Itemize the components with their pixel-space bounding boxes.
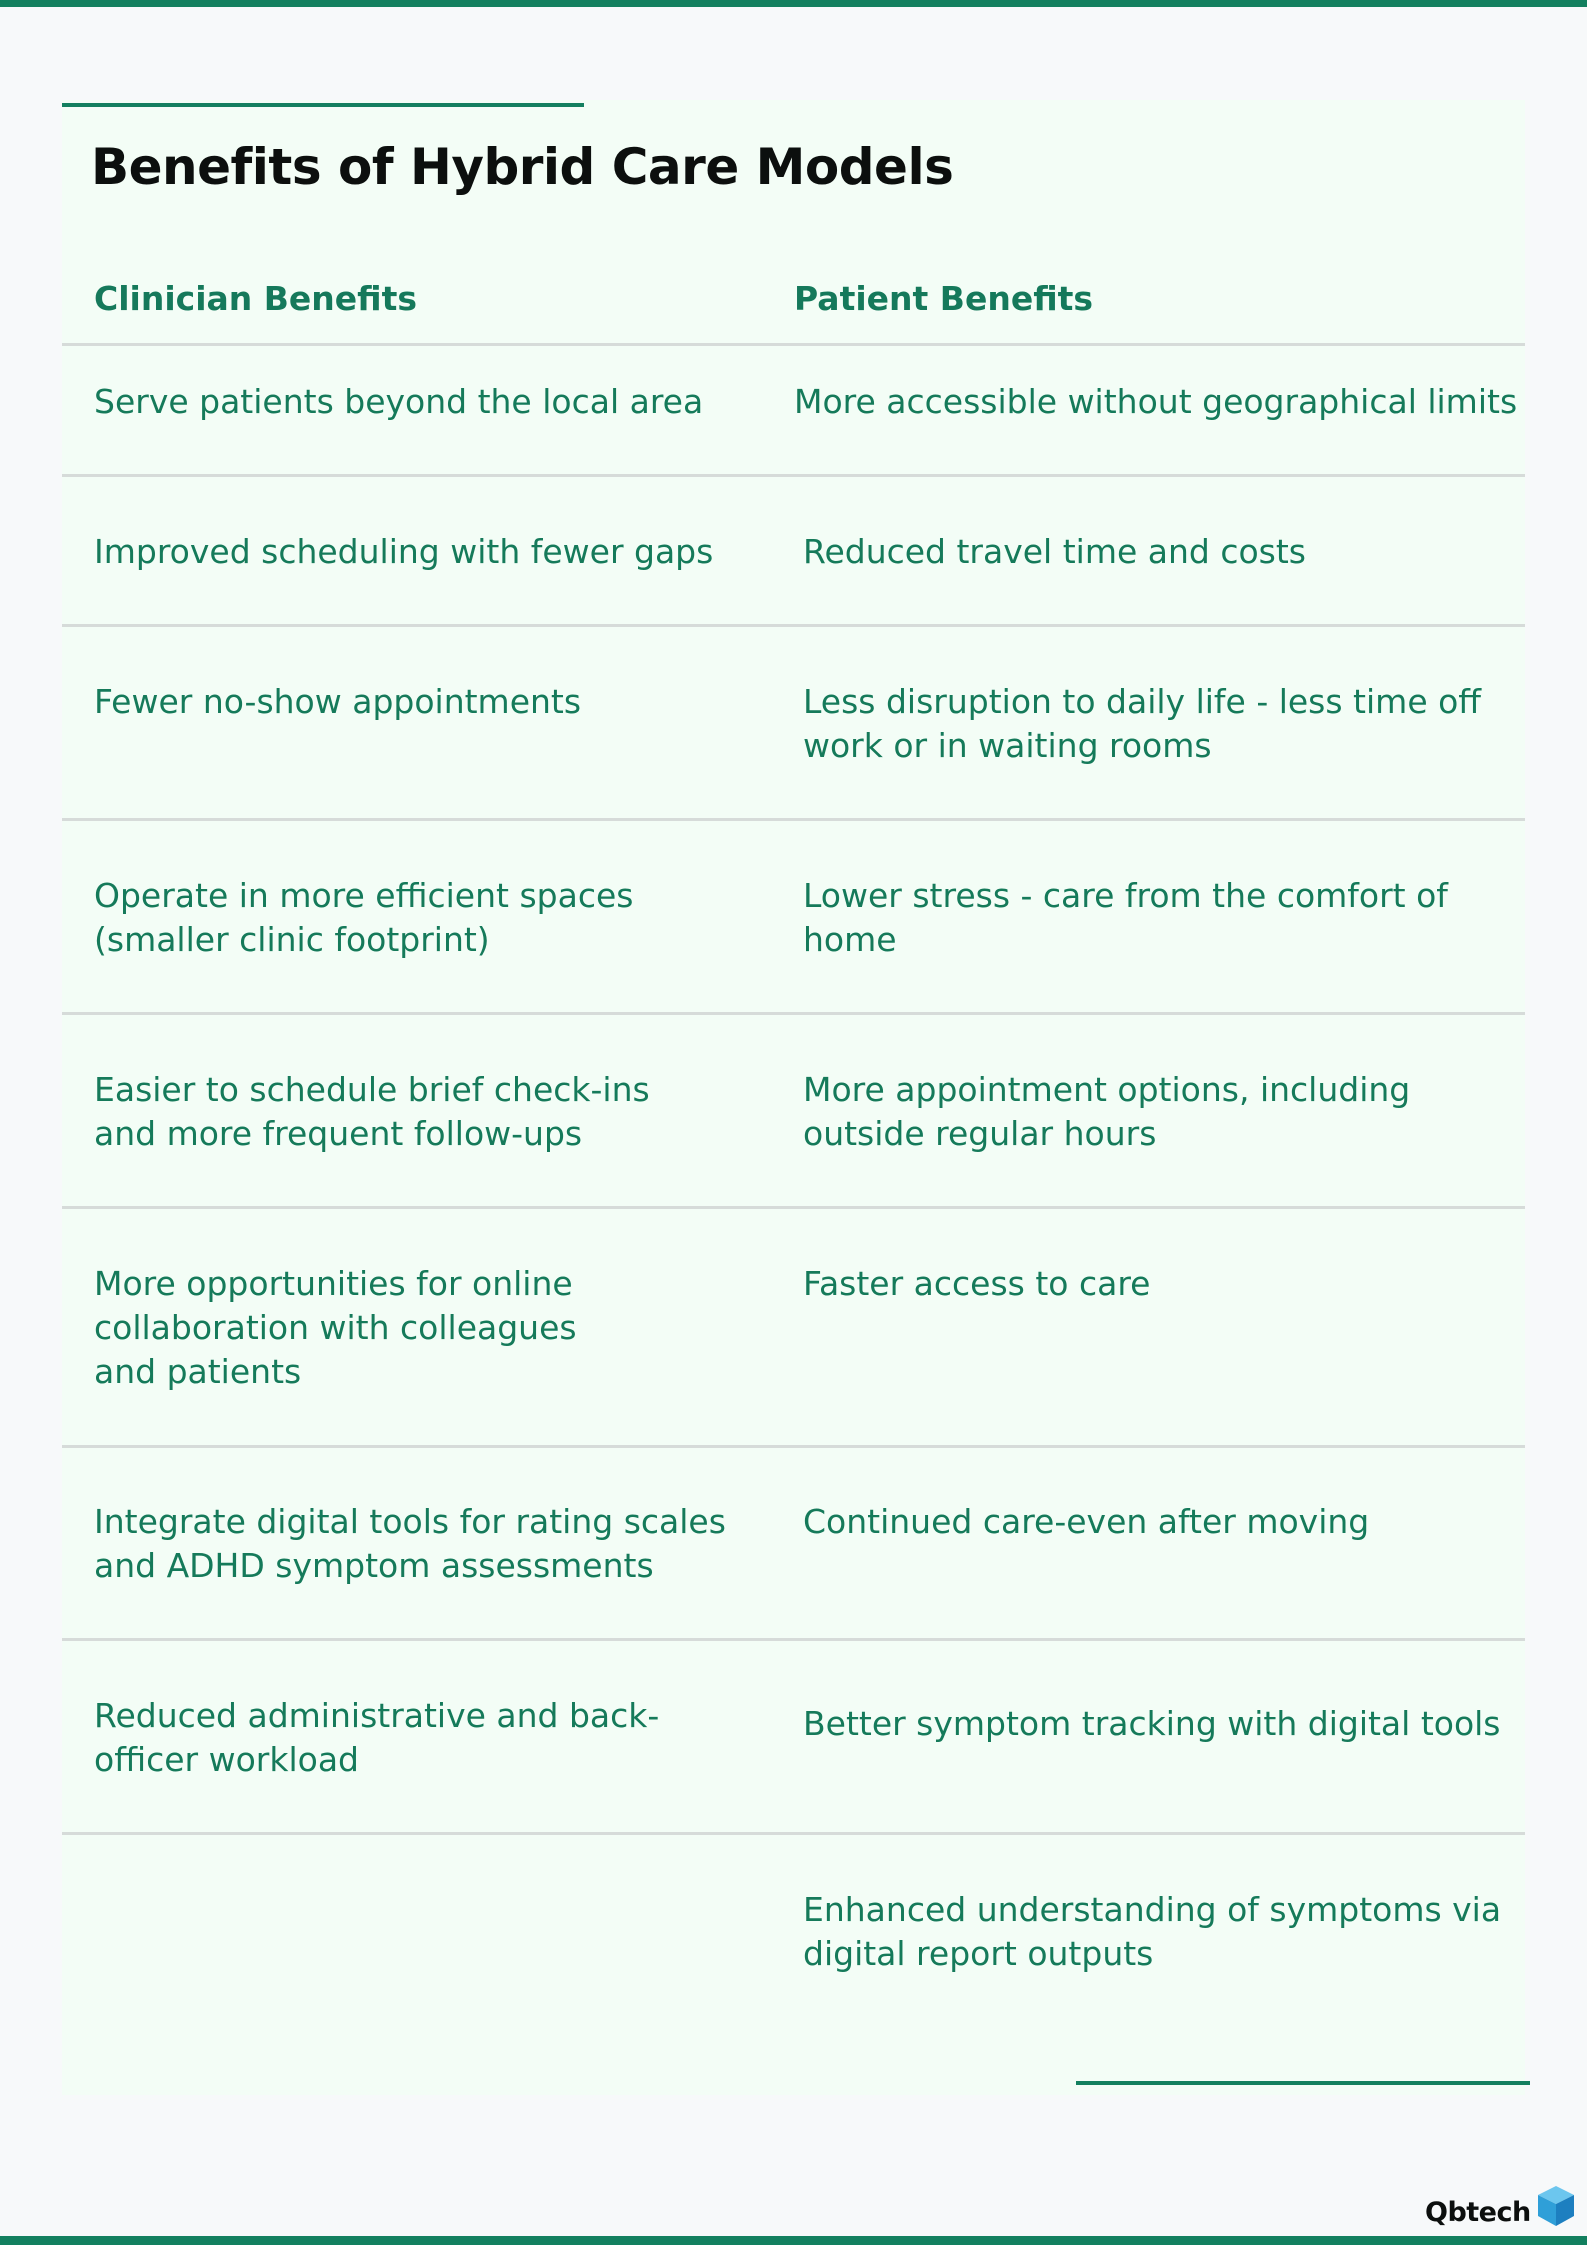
patient-benefit: More accessible without geographical limits [794,382,1518,421]
clinician-benefit: More opportunities for online collaboration with colleagues and patients [94,1264,577,1391]
row-divider [62,624,1525,627]
column-header-clinician: Clinician Benefits [94,279,418,318]
clinician-benefit: Improved scheduling with fewer gaps [94,532,714,571]
bottom-accent-bar [0,2236,1587,2245]
clinician-benefit: Reduced administrative and back- officer workload [94,1696,660,1779]
clinician-benefit: Easier to schedule brief check-ins and more frequent follow-ups [94,1070,650,1153]
patient-benefit: More appointment options, including outside regular hours [803,1070,1411,1153]
patient-benefit: Less disruption to daily life - less time off work or in waiting rooms [803,682,1482,765]
patient-benefit: Lower stress - care from the comfort of home [803,876,1448,959]
row-divider [62,1832,1525,1835]
clinician-benefit: Fewer no-show appointments [94,682,582,721]
row-divider [62,1206,1525,1209]
cube-logo-icon [1536,2184,1576,2228]
top-accent-bar [0,0,1587,7]
footer-accent-line [1076,2081,1530,2085]
column-header-patient: Patient Benefits [794,279,1094,318]
title-accent-line [62,103,584,107]
patient-benefit: Faster access to care [803,1264,1151,1303]
clinician-benefit: Integrate digital tools for rating scales and ADHD symptom assessments [94,1502,726,1585]
patient-benefit: Better symptom tracking with digital tools [803,1704,1501,1743]
row-divider [62,1638,1525,1641]
row-divider [62,1012,1525,1015]
patient-benefit: Continued care-even after moving [803,1502,1370,1541]
clinician-benefit: Serve patients beyond the local area [94,382,704,421]
patient-benefit: Enhanced understanding of symptoms via digital report outputs [803,1890,1502,1973]
row-divider [62,1445,1525,1448]
patient-benefit: Reduced travel time and costs [803,532,1306,571]
header-divider [62,343,1525,346]
row-divider [62,474,1525,477]
page-title: Benefits of Hybrid Care Models [91,138,954,196]
clinician-benefit: Operate in more efficient spaces (smaller clinic footprint) [94,876,634,959]
brand-name: Qbtech [1425,2197,1531,2228]
row-divider [62,818,1525,821]
